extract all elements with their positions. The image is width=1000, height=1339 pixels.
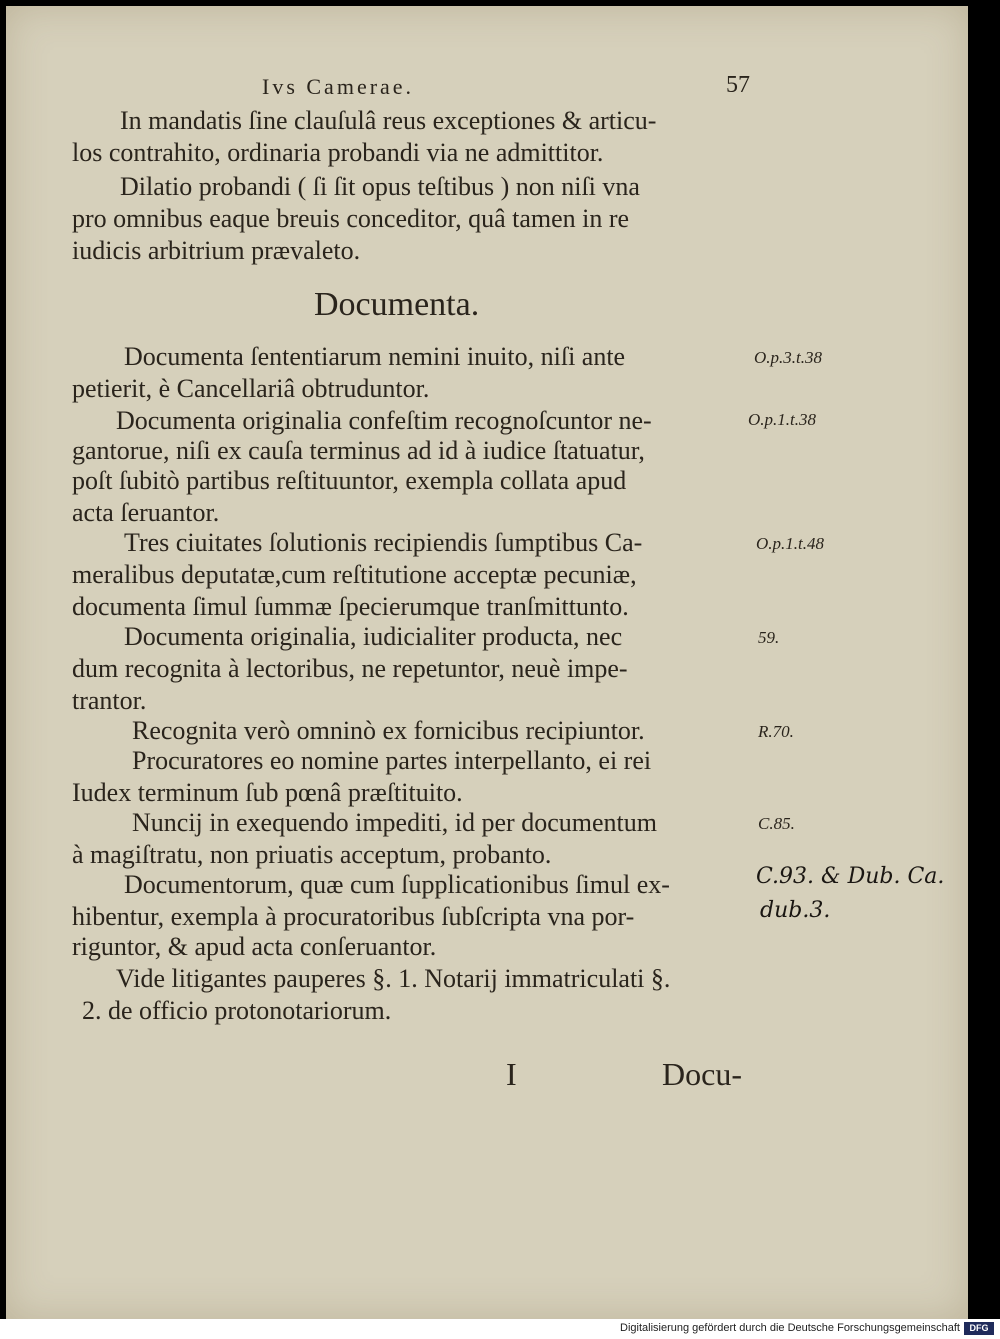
text-line: hibentur, exempla à procuratoribus ſubſcripta vna por- [72,902,635,931]
text-line: petierit, è Cancellariâ obtruduntor. [72,374,430,403]
text-line: 2. de officio protonotariorum. [82,996,392,1025]
handwritten-annotation: C.93. & Dub. Ca. [756,864,945,889]
text-line: Recognita verò omninò ex fornicibus recipiuntor. [132,716,645,745]
margin-reference: O.p.3.t.38 [754,348,822,367]
text-line: iudicis arbitrium prævaleto. [72,236,361,265]
dfg-logo: DFG [964,1322,994,1335]
text-line: Dilatio probandi ( ſi ſit opus teſtibus ) non niſi vna [120,172,640,201]
text-line: Vide litigantes pauperes §. 1. Notarij immatriculati §. [116,964,671,993]
margin-reference: R.70. [758,722,794,741]
text-line: riguntor, & apud acta conſeruantor. [72,932,437,961]
text-line: à magiſtratu, non priuatis acceptum, probanto. [72,840,552,869]
text-line: acta ſeruantor. [72,498,220,527]
running-header [6,74,968,104]
text-line: Documentorum, quæ cum ſupplicationibus ſimul ex- [124,870,670,899]
handwritten-annotation: dub.3. [760,898,831,923]
text-line: poſt ſubitò partibus reſtituuntor, exempla collata apud [72,466,627,495]
text-line: Documenta ſententiarum nemini inuito, niſi ante [124,342,626,371]
text-line: Nuncij in exequendo impediti, id per documentum [132,808,657,837]
margin-reference: O.p.1.t.38 [748,410,816,429]
signature-mark: I [506,1056,517,1092]
margin-reference: C.85. [758,814,795,833]
funding-credit: Digitalisierung gefördert durch die Deutsche Forschungsgemeinschaft [620,1322,960,1334]
text-line: Documenta originalia confeſtim recognoſcuntor ne- [116,406,652,435]
text-line: Tres ciuitates ſolutionis recipiendis ſumptibus Ca- [124,528,643,557]
text-line: dum recognita à lectoribus, ne repetuntor, neuè impe- [72,654,628,683]
text-line: In mandatis ſine clauſulâ reus exceptiones & articu- [120,106,657,135]
text-line: Procuratores eo nomine partes interpellanto, ei rei [132,746,652,775]
text-line: pro omnibus eaque breuis conceditor, quâ tamen in re [72,204,630,233]
running-title: Ivs Camerae. [262,74,415,99]
book-page [6,6,968,1319]
footer-bar [0,1319,1000,1339]
margin-reference: 59. [758,628,780,647]
catchword: Docu- [662,1056,742,1092]
text-line: Iudex terminum ſub pœnâ præſtituito. [72,778,463,807]
text-line: Documenta originalia, iudicialiter producta, nec [124,622,623,651]
page-number: 57 [726,72,750,98]
text-line: trantor. [72,686,147,715]
text-line: meralibus deputatæ,cum reſtitutione acceptæ pecuniæ, [72,560,637,589]
text-line: documenta ſimul ſummæ ſpecierumque tranſmittunto. [72,592,629,621]
text-line: los contrahito, ordinaria probandi via ne admittitor. [72,138,604,167]
text-line: gantorue, niſi ex cauſa terminus ad id à iudice ſtatuatur, [72,436,645,465]
section-heading: Documenta. [314,286,480,323]
margin-reference: O.p.1.t.48 [756,534,824,553]
